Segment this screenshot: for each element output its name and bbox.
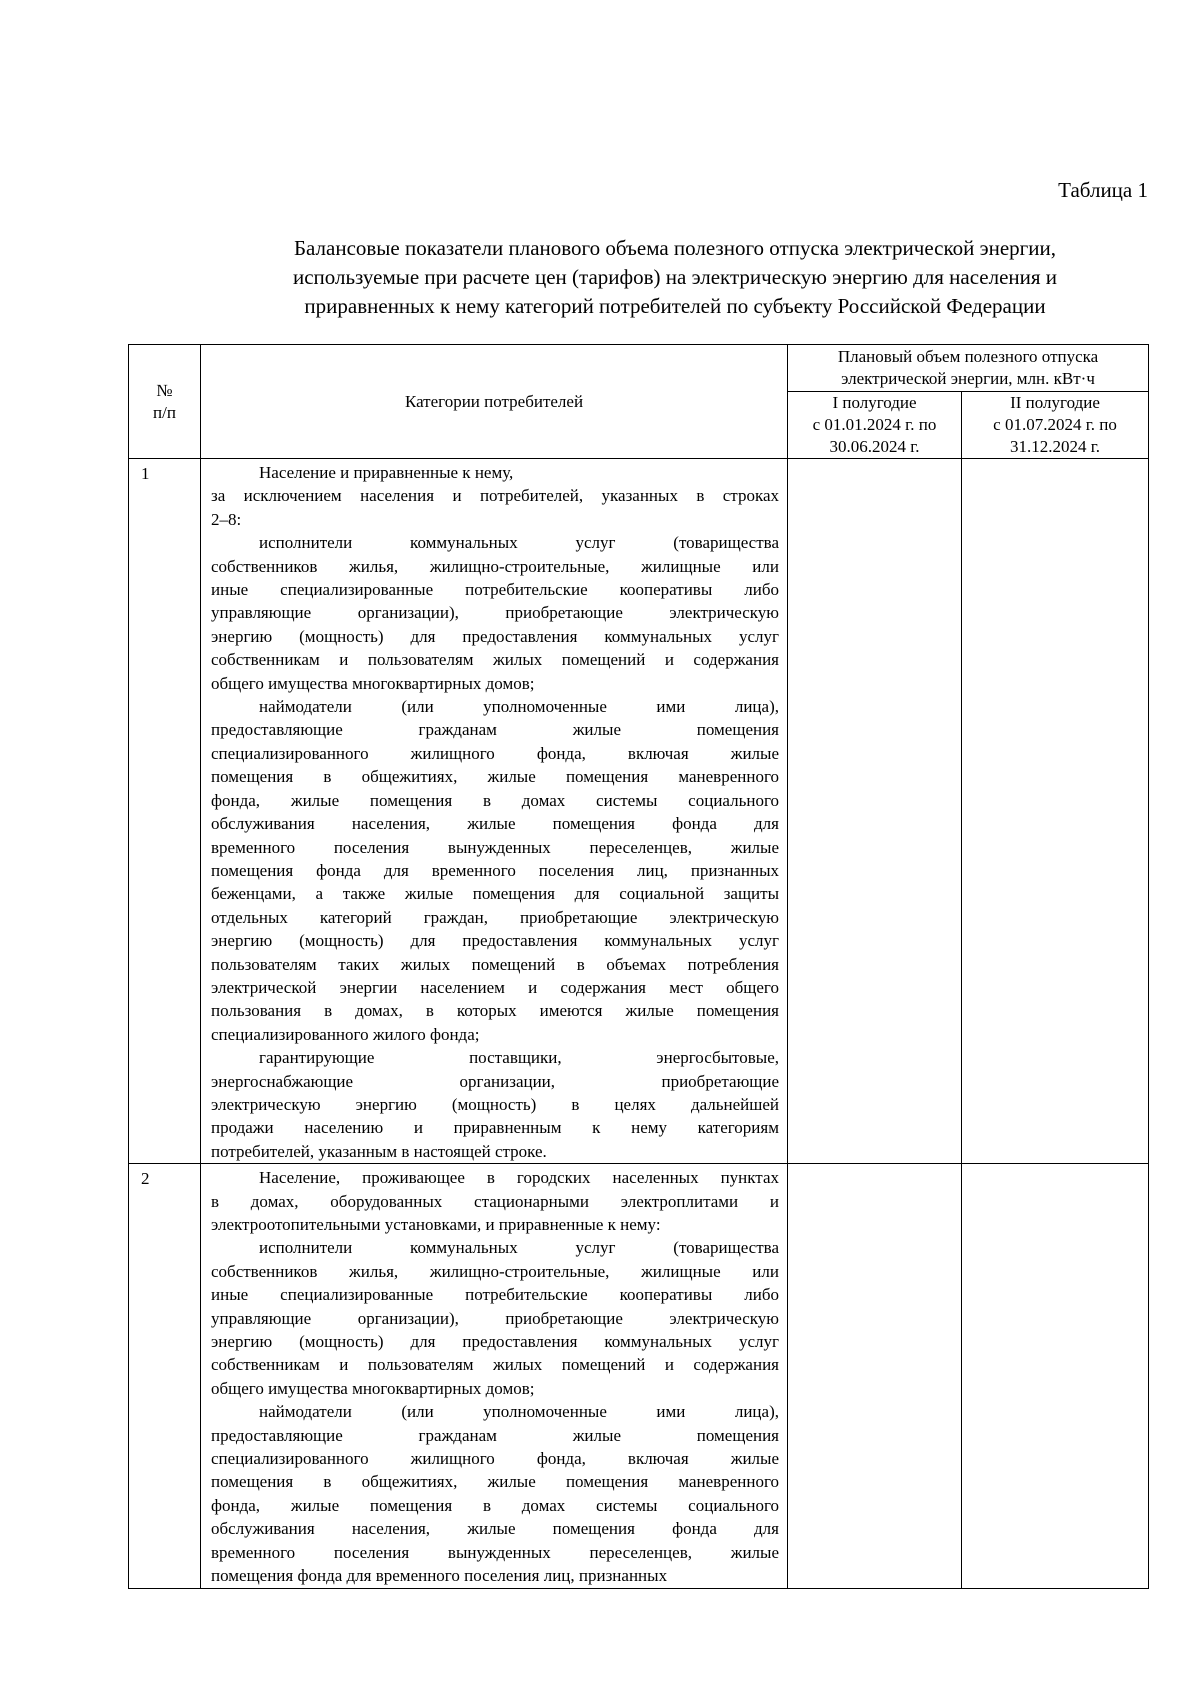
category-text-line: временного поселения вынужденных переселенцев, жилые bbox=[211, 1542, 779, 1562]
title-line: Балансовые показатели планового объема полезного отпуска электрической энергии, bbox=[293, 236, 1057, 260]
table-row bbox=[129, 1164, 1149, 1588]
category-text-line: пользователям таких жилых помещений в объемах потребления bbox=[211, 954, 779, 974]
header-num-symbol: № bbox=[156, 380, 173, 400]
category-text-line: исполнители коммунальных услуг (товарищества bbox=[259, 533, 779, 553]
table-row bbox=[129, 459, 1149, 1164]
category-text-line: обслуживания населения, жилые помещения фонда для bbox=[211, 1519, 779, 1539]
header-second-half bbox=[962, 392, 1149, 459]
table-number-label: Таблица 1 bbox=[1058, 178, 1148, 202]
category-text-line: предоставляющие гражданам жилые помещения bbox=[211, 1425, 779, 1445]
header-period-line: 31.12.2024 г. bbox=[1009, 437, 1101, 456]
header-volume-line: Плановый объем полезного отпуска bbox=[837, 347, 1099, 366]
category-text-line: общего имущества многоквартирных домов; bbox=[211, 1378, 535, 1398]
category-text-line: продажи населению и приравненным к нему категориям bbox=[211, 1118, 779, 1138]
category-text-line: помещения фонда для временного поселения лиц, признанных bbox=[211, 1566, 668, 1586]
category-text-line: временного поселения вынужденных переселенцев, жилые bbox=[211, 837, 779, 857]
header-category: Категории потребителей bbox=[201, 345, 788, 459]
category-text-line: исполнители коммунальных услуг (товарищества bbox=[259, 1238, 779, 1258]
title-line: используемые при расчете цен (тарифов) на электрическую энергию для населения и bbox=[292, 265, 1058, 289]
first-half-value-cell bbox=[788, 1164, 962, 1588]
category-text-line: помещения фонда для временного поселения лиц, признанных bbox=[211, 860, 779, 880]
category-text-line: беженцами, а также жилые помещения для социальной защиты bbox=[211, 884, 779, 904]
category-text-line: наймодатели (или уполномоченные ими лица), bbox=[259, 697, 779, 717]
header-period-line: с 01.07.2024 г. по bbox=[993, 415, 1117, 434]
category-text-line: потребителей, указанным в настоящей строке. bbox=[211, 1141, 547, 1161]
category-text-line: собственникам и пользователям жилых помещений и содержания bbox=[211, 1355, 779, 1375]
table-title bbox=[200, 234, 1150, 321]
category-text-line: предоставляющие гражданам жилые помещения bbox=[211, 720, 779, 740]
category-text-line: управляющие организации), приобретающие электрическую bbox=[211, 603, 779, 623]
header-planned-volume bbox=[788, 345, 1149, 392]
category-text-line: гарантирующие поставщики, энергосбытовые, bbox=[259, 1048, 779, 1068]
category-cell bbox=[201, 459, 788, 1164]
category-text-line: Население и приравненные к нему, bbox=[259, 463, 514, 482]
balance-table bbox=[128, 344, 1149, 1589]
category-text-line: собственникам и пользователям жилых помещений и содержания bbox=[211, 650, 779, 670]
title-line: приравненных к нему категорий потребителей по субъекту Российской Федерации bbox=[304, 294, 1046, 318]
header-period-line: II полугодие bbox=[1010, 393, 1100, 412]
category-text-line: фонда, жилые помещения в домах системы социального bbox=[211, 790, 779, 810]
category-text-line: помещения в общежитиях, жилые помещения маневренного bbox=[211, 767, 779, 787]
category-text-line: в домах, оборудованных стационарными электроплитами и bbox=[211, 1191, 779, 1211]
category-text-line: 2–8: bbox=[211, 509, 242, 529]
second-half-value-cell bbox=[962, 459, 1149, 1164]
category-text-line: специализированного жилищного фонда, включая жилые bbox=[211, 1449, 779, 1469]
category-text-line: иные специализированные потребительские кооперативы либо bbox=[211, 1285, 779, 1305]
row-number-cell: 2 bbox=[129, 1164, 201, 1588]
category-text-line: энергию (мощность) для предоставления коммунальных услуг bbox=[211, 1332, 779, 1352]
category-text-line: энергию (мощность) для предоставления коммунальных услуг bbox=[211, 626, 779, 646]
header-period-line: I полугодие bbox=[832, 393, 917, 412]
category-text-line: общего имущества многоквартирных домов; bbox=[211, 673, 535, 693]
header-period-line: с 01.01.2024 г. по bbox=[812, 415, 937, 434]
header-num-abbr: п/п bbox=[153, 402, 176, 422]
category-cell bbox=[201, 1164, 788, 1588]
category-text-line: обслуживания населения, жилые помещения фонда для bbox=[211, 814, 779, 834]
category-text-line: специализированного жилищного фонда, включая жилые bbox=[211, 743, 779, 763]
category-text-line: иные специализированные потребительские кооперативы либо bbox=[211, 580, 779, 600]
category-text-line: пользования в домах, в которых имеются жилые помещения bbox=[211, 1001, 779, 1021]
header-row-number bbox=[129, 345, 201, 459]
header-first-half bbox=[788, 392, 962, 459]
category-text-line: фонда, жилые помещения в домах системы социального bbox=[211, 1495, 779, 1515]
category-text-line: наймодатели (или уполномоченные ими лица), bbox=[259, 1402, 779, 1422]
category-text-line: энергию (мощность) для предоставления коммунальных услуг bbox=[211, 931, 779, 951]
category-text-line: специализированного жилого фонда; bbox=[211, 1024, 480, 1044]
category-text-line: управляющие организации), приобретающие электрическую bbox=[211, 1308, 779, 1328]
category-text-line: электрическую энергию (мощность) в целях дальнейшей bbox=[211, 1094, 779, 1114]
category-text-line: за исключением населения и потребителей, указанных в строках bbox=[211, 486, 779, 506]
first-half-value-cell bbox=[788, 459, 962, 1164]
category-text-line: помещения в общежитиях, жилые помещения маневренного bbox=[211, 1472, 779, 1492]
category-text-line: электроотопительными установками, и приравненные к нему: bbox=[211, 1215, 661, 1234]
category-text-line: энергоснабжающие организации, приобретающие bbox=[211, 1071, 779, 1091]
category-text-line: собственников жилья, жилищно-строительные, жилищные или bbox=[211, 556, 779, 576]
header-row bbox=[129, 345, 1149, 392]
second-half-value-cell bbox=[962, 1164, 1149, 1588]
category-text-line: отдельных категорий граждан, приобретающие электрическую bbox=[211, 907, 779, 927]
category-text-line: собственников жилья, жилищно-строительные, жилищные или bbox=[211, 1261, 779, 1281]
row-number-cell: 1 bbox=[129, 459, 201, 1164]
header-volume-line: электрической энергии, млн. кВт·ч bbox=[841, 369, 1095, 388]
header-period-line: 30.06.2024 г. bbox=[829, 437, 920, 456]
category-text-line: Население, проживающее в городских населенных пунктах bbox=[259, 1168, 779, 1188]
category-text-line: электрической энергии населением и содержания мест общего bbox=[211, 977, 779, 997]
